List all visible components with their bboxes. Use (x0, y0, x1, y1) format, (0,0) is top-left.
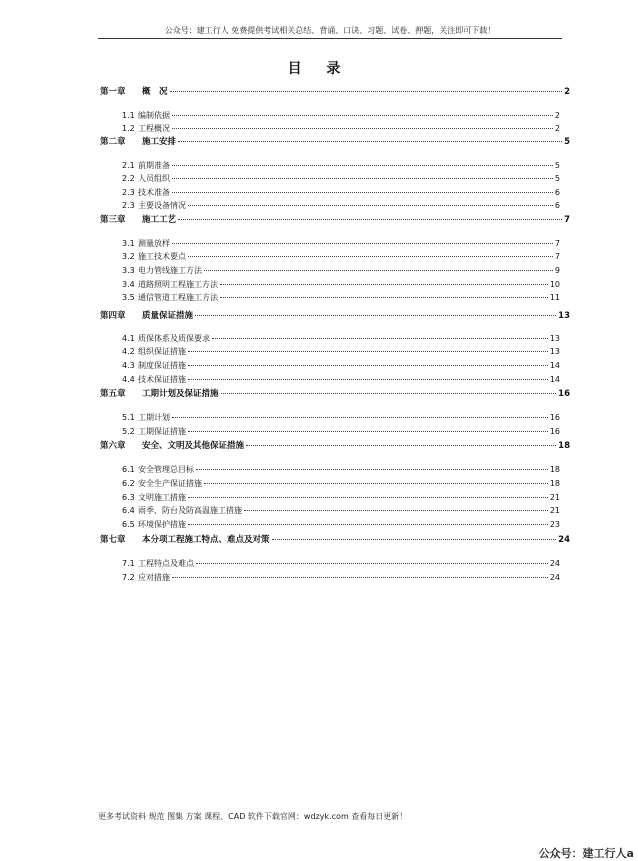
toc-entry-label: 前期准备 (138, 161, 170, 170)
toc-entry-number: 3.2 (122, 252, 135, 261)
toc-entry-number: 7.2 (122, 573, 135, 582)
toc-section-row[interactable] (122, 265, 560, 277)
toc-page-number: 10 (549, 280, 560, 289)
toc-leader-dots (204, 483, 548, 484)
toc-leader-dots (246, 445, 556, 446)
toc-entry-number: 4.4 (122, 375, 135, 384)
toc-page-number: 18 (549, 465, 560, 474)
toc-page-number: 11 (549, 293, 560, 302)
toc-section-row[interactable] (122, 412, 560, 424)
toc-entry-label: 文明施工措施 (138, 493, 186, 502)
toc-entry-number: 7.1 (122, 559, 135, 568)
toc-page-number: 5 (564, 137, 570, 147)
toc-page-number: 7 (554, 252, 560, 261)
toc-entry-label: 安全、文明及其他保证措施 (142, 441, 245, 451)
toc-entry-label: 技术准备 (138, 188, 170, 197)
toc-leader-dots (244, 510, 548, 511)
toc-leader-dots (172, 192, 553, 193)
toc-leader-dots (212, 338, 548, 339)
toc-page-number: 21 (549, 506, 560, 515)
toc-entry-label: 通信管道工程施工方法 (138, 293, 218, 302)
toc-entry-number: 2.3 (122, 201, 135, 210)
toc-page-number: 18 (549, 479, 560, 488)
toc-leader-dots (188, 524, 548, 525)
toc-leader-dots (188, 256, 553, 257)
toc-section-row[interactable] (122, 333, 560, 345)
toc-entry-number: 6.3 (122, 493, 135, 502)
toc-entry-number: 6.5 (122, 520, 135, 529)
toc-section-row[interactable] (122, 238, 560, 250)
toc-entry-number: 第四章 (100, 311, 126, 321)
toc-entry-label: 电力管线施工方法 (138, 266, 202, 275)
page-header: 公众号：建工行人 免费提供考试相关总结、背诵、口诀、习题、试卷、押题，关注即可下载！ (164, 26, 496, 35)
toc-entry-number: 3.1 (122, 239, 135, 248)
toc-entry-number: 第六章 (100, 441, 126, 451)
toc-leader-dots (221, 393, 557, 394)
toc-title: 目 录 (287, 61, 351, 77)
toc-chapter-row[interactable] (100, 136, 570, 148)
toc-leader-dots (178, 219, 562, 220)
toc-page-number: 16 (549, 427, 560, 436)
header-divider (98, 38, 562, 39)
toc-section-row[interactable] (122, 464, 560, 476)
toc-chapter-row[interactable] (100, 86, 570, 98)
toc-chapter-row[interactable] (100, 440, 570, 452)
toc-chapter-row[interactable] (100, 534, 570, 546)
toc-entry-label: 测量放样 (138, 239, 170, 248)
toc-chapter-row[interactable] (100, 388, 570, 400)
toc-entry-label: 组织保证措施 (138, 347, 186, 356)
toc-leader-dots (204, 270, 553, 271)
toc-section-row[interactable] (122, 492, 560, 504)
toc-page-number: 24 (558, 535, 570, 545)
toc-entry-label: 施工工艺 (142, 215, 177, 225)
toc-leader-dots (196, 469, 548, 470)
toc-section-row[interactable] (122, 200, 560, 212)
toc-entry-label: 技术保证措施 (138, 375, 186, 384)
toc-leader-dots (188, 205, 553, 206)
toc-page-number: 2 (554, 124, 560, 133)
toc-section-row[interactable] (122, 505, 560, 517)
toc-entry-label: 工期计划 (138, 413, 170, 422)
toc-section-row[interactable] (122, 478, 560, 490)
toc-entry-number: 4.1 (122, 334, 135, 343)
toc-section-row[interactable] (122, 426, 560, 438)
toc-leader-dots (188, 365, 548, 366)
toc-page-number: 18 (558, 441, 570, 451)
toc-section-row[interactable] (122, 123, 560, 135)
toc-section-row[interactable] (122, 572, 560, 584)
toc-section-row[interactable] (122, 160, 560, 172)
toc-section-row[interactable] (122, 519, 560, 531)
toc-entry-number: 2.1 (122, 161, 135, 170)
toc-entry-label: 人员组织 (138, 174, 170, 183)
toc-leader-dots (220, 284, 548, 285)
toc-page-number: 16 (549, 413, 560, 422)
toc-chapter-row[interactable] (100, 214, 570, 226)
toc-entry-number: 6.1 (122, 465, 135, 474)
toc-entry-label: 概 况 (142, 87, 168, 97)
toc-page-number: 2 (554, 111, 560, 120)
toc-entry-number: 第五章 (100, 389, 126, 399)
toc-entry-number: 5.2 (122, 427, 135, 436)
toc-entry-label: 编制依据 (138, 111, 170, 120)
toc-page-number: 6 (554, 188, 560, 197)
toc-leader-dots (220, 297, 548, 298)
toc-entry-number: 6.2 (122, 479, 135, 488)
toc-entry-label: 工程概况 (138, 124, 170, 133)
toc-entry-label: 施工安排 (142, 137, 177, 147)
toc-page-number: 7 (554, 239, 560, 248)
toc-entry-number: 3.5 (122, 293, 135, 302)
toc-leader-dots (172, 178, 553, 179)
toc-entry-number: 4.2 (122, 347, 135, 356)
toc-leader-dots (272, 539, 557, 540)
toc-leader-dots (188, 379, 548, 380)
toc-page-number: 13 (549, 347, 560, 356)
toc-entry-label: 质量保证措施 (142, 311, 194, 321)
toc-section-row[interactable] (122, 110, 560, 122)
toc-leader-dots (172, 243, 553, 244)
toc-page-number: 13 (549, 334, 560, 343)
toc-entry-label: 本分项工程施工特点、难点及对策 (142, 535, 270, 545)
toc-page-number: 14 (549, 361, 560, 370)
toc-entry-number: 第三章 (100, 215, 126, 225)
toc-entry-number: 3.3 (122, 266, 135, 275)
toc-section-row[interactable] (122, 374, 560, 386)
toc-leader-dots (172, 115, 553, 116)
toc-entry-label: 质保体系及质保要求 (138, 334, 210, 343)
toc-page-number: 5 (554, 161, 560, 170)
toc-leader-dots (172, 128, 553, 129)
toc-entry-number: 第二章 (100, 137, 126, 147)
toc-page-number: 21 (549, 493, 560, 502)
toc-page-number: 6 (554, 201, 560, 210)
toc-section-row[interactable] (122, 558, 560, 570)
toc-entry-label: 工程特点及难点 (138, 559, 194, 568)
toc-page-number: 7 (564, 215, 570, 225)
toc-entry-number: 1.1 (122, 111, 135, 120)
toc-entry-number: 2.2 (122, 174, 135, 183)
toc-page-number: 2 (564, 87, 570, 97)
toc-section-row[interactable] (122, 292, 560, 304)
toc-section-row[interactable] (122, 279, 560, 291)
toc-section-row[interactable] (122, 251, 560, 263)
toc-page-number: 9 (554, 266, 560, 275)
toc-entry-number: 3.4 (122, 280, 135, 289)
page-footer: 更多考试资料 规范 图集 方案 课程、CAD 软件下载官网：wdzyk.com 查看每日更新！ (98, 812, 408, 821)
toc-leader-dots (172, 577, 548, 578)
toc-entry-label: 制度保证措施 (138, 361, 186, 370)
toc-leader-dots (170, 91, 563, 92)
toc-entry-label: 安全管理总目标 (138, 465, 194, 474)
watermark-text: 公众号：建工行人a (538, 847, 634, 860)
toc-page-number: 13 (558, 311, 570, 321)
toc-leader-dots (188, 497, 548, 498)
toc-leader-dots (188, 431, 548, 432)
toc-page-number: 14 (549, 375, 560, 384)
toc-entry-number: 第七章 (100, 535, 126, 545)
toc-entry-label: 雨季、防台及防高温施工措施 (138, 506, 242, 515)
toc-page-number: 24 (549, 573, 560, 582)
toc-entry-label: 环境保护措施 (138, 520, 186, 529)
toc-entry-number: 4.3 (122, 361, 135, 370)
toc-section-row[interactable] (122, 346, 560, 358)
toc-entry-number: 2.3 (122, 188, 135, 197)
toc-page-number: 5 (554, 174, 560, 183)
toc-entry-label: 工期保证措施 (138, 427, 186, 436)
toc-page-number: 23 (549, 520, 560, 529)
toc-leader-dots (195, 315, 556, 316)
toc-entry-label: 安全生产保证措施 (138, 479, 202, 488)
toc-section-row[interactable] (122, 173, 560, 185)
toc-leader-dots (172, 417, 548, 418)
toc-page-number: 16 (558, 389, 570, 399)
toc-entry-label: 施工技术要点 (138, 252, 186, 261)
toc-entry-number: 5.1 (122, 413, 135, 422)
toc-section-row[interactable] (122, 187, 560, 199)
toc-leader-dots (172, 165, 553, 166)
toc-section-row[interactable] (122, 360, 560, 372)
toc-entry-number: 6.4 (122, 506, 135, 515)
toc-leader-dots (196, 563, 548, 564)
toc-entry-label: 主要设备情况 (138, 201, 186, 210)
toc-leader-dots (188, 351, 548, 352)
toc-chapter-row[interactable] (100, 310, 570, 322)
toc-entry-label: 工期计划及保证措施 (142, 389, 219, 399)
toc-page-number: 24 (549, 559, 560, 568)
toc-entry-label: 应对措施 (138, 573, 170, 582)
toc-entry-number: 1.2 (122, 124, 135, 133)
toc-leader-dots (178, 141, 562, 142)
toc-entry-label: 道路照明工程施工方法 (138, 280, 218, 289)
toc-entry-number: 第一章 (100, 87, 126, 97)
